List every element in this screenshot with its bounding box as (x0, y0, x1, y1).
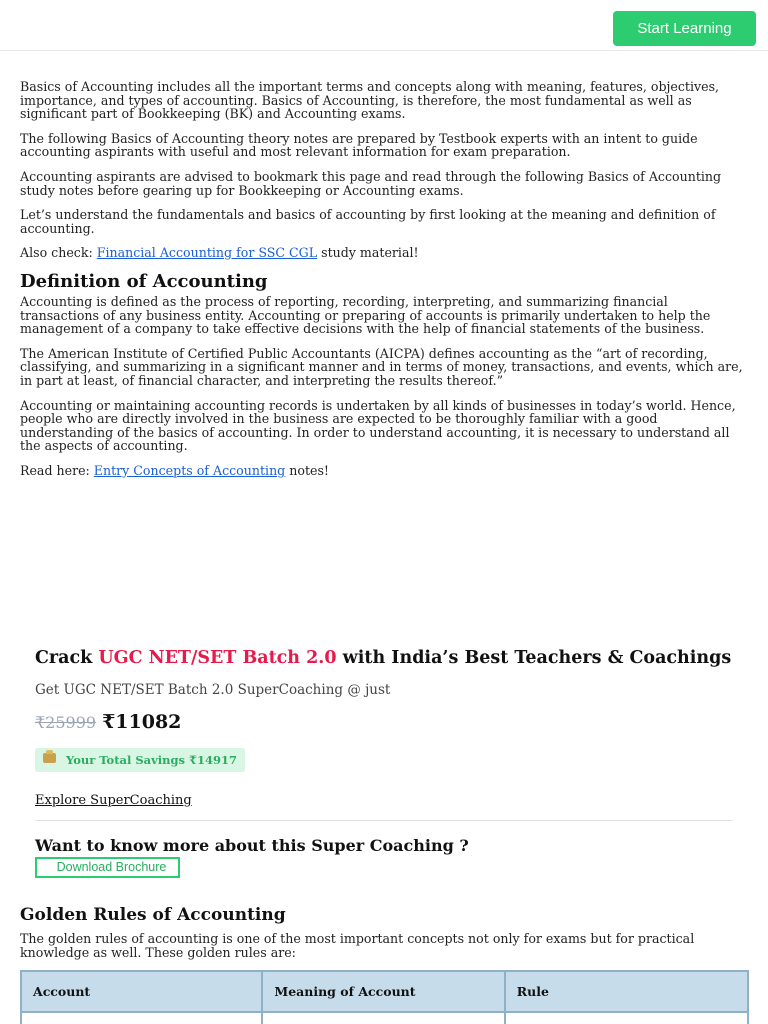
intro-paragraph: Basics of Accounting includes all the important terms and concepts along with meaning, features, objectives, importance, and types of accounting. Basics of Accounting, is therefore, the most fundamental as well as significant part of Bookkeeping (BK) and Accounting exams. (20, 79, 720, 122)
old-price: ₹25999 (35, 713, 97, 732)
download-brochure-button[interactable]: Download Brochure (35, 857, 180, 878)
promo-title-highlight: UGC NET/SET Batch 2.0 (98, 648, 337, 668)
top-bar (0, 0, 768, 51)
price-row (35, 711, 733, 737)
want-more-heading: Want to know more about this Super Coaching ? (35, 836, 469, 855)
column-header-rule: Rule (505, 971, 748, 1012)
also-check-suffix: study material! (317, 245, 419, 261)
promo-title (35, 645, 733, 671)
definition-paragraph: The American Institute of Certified Public Accountants (AICPA) defines accounting as the “art of recording, classifying, and summarizing in a significant manner and in terms of money, transactions, and events, which are, in part at least, of financial character, and interpreting the results thereof.” (20, 345, 743, 388)
golden-rules-table (20, 970, 749, 1024)
savings-text: Your Total Savings ₹14917 (66, 753, 238, 767)
column-header-meaning: Meaning of Account (262, 971, 504, 1012)
promo-divider (35, 820, 733, 821)
supercoaching-promo (35, 645, 733, 878)
promo-subtitle: Get UGC NET/SET Batch 2.0 SuperCoaching @ just (35, 682, 391, 698)
financial-accounting-link[interactable]: Financial Accounting for SSC CGL (96, 245, 318, 261)
table-cell (262, 1012, 504, 1024)
golden-rules-section (20, 904, 748, 970)
entry-concepts-link[interactable]: Entry Concepts of Accounting (93, 462, 286, 478)
intro-paragraph: Let’s understand the fundamentals and basics of accounting by first looking at the meaning and definition of accounting. (20, 207, 716, 236)
definition-heading: Definition of Accounting (20, 270, 268, 292)
golden-rules-heading: Golden Rules of Accounting (20, 905, 286, 925)
wallet-icon (43, 753, 56, 763)
column-header-account: Account (21, 971, 262, 1012)
start-learning-button[interactable]: Start Learning (613, 11, 756, 46)
promo-title-suffix: with India’s Best Teachers & Coachings (336, 648, 732, 668)
table-cell (21, 1012, 262, 1024)
table-cell (505, 1012, 748, 1024)
intro-paragraph: Accounting aspirants are advised to bookmark this page and read through the following Basics of Accounting study notes before gearing up for Bookkeeping or Accounting exams. (20, 168, 722, 198)
table-row (21, 1012, 748, 1024)
read-here-prefix: Read here: (20, 462, 94, 478)
new-price: ₹11082 (102, 711, 182, 733)
intro-paragraph: The following Basics of Accounting theory notes are prepared by Testbook experts with an intent to guide accounting aspirants with useful and most relevant information for exam preparation. (20, 130, 698, 160)
savings-badge (35, 748, 245, 772)
golden-rules-description: The golden rules of accounting is one of the most important concepts not only for exams but for practical knowledge as well. These golden rules are: (20, 931, 695, 960)
also-check-prefix: Also check: (20, 245, 97, 261)
explore-supercoaching-link[interactable]: Explore SuperCoaching (35, 793, 192, 808)
also-check-line (20, 246, 748, 260)
read-here-line (20, 464, 748, 478)
promo-title-prefix: Crack (35, 648, 99, 668)
definition-paragraph: Accounting or maintaining accounting records is undertaken by all kinds of businesses in today’s world. Hence, people who are directly involved in the business are expected to be thoroughly familiar with a good understanding of the basics of accounting. In order to understand accounting, it is necessary to understand all the aspects of accounting. (20, 397, 736, 454)
read-here-suffix: notes! (285, 462, 329, 478)
definition-paragraph: Accounting is defined as the process of reporting, recording, interpreting, and summarizing financial transactions of any business entity. Accounting or preparing of accounts is primarily undertaken to help the management of a company to take effective decisions with the help of financial statements of the business. (20, 293, 711, 337)
article-body (20, 80, 748, 488)
table-header-row (21, 971, 748, 1012)
